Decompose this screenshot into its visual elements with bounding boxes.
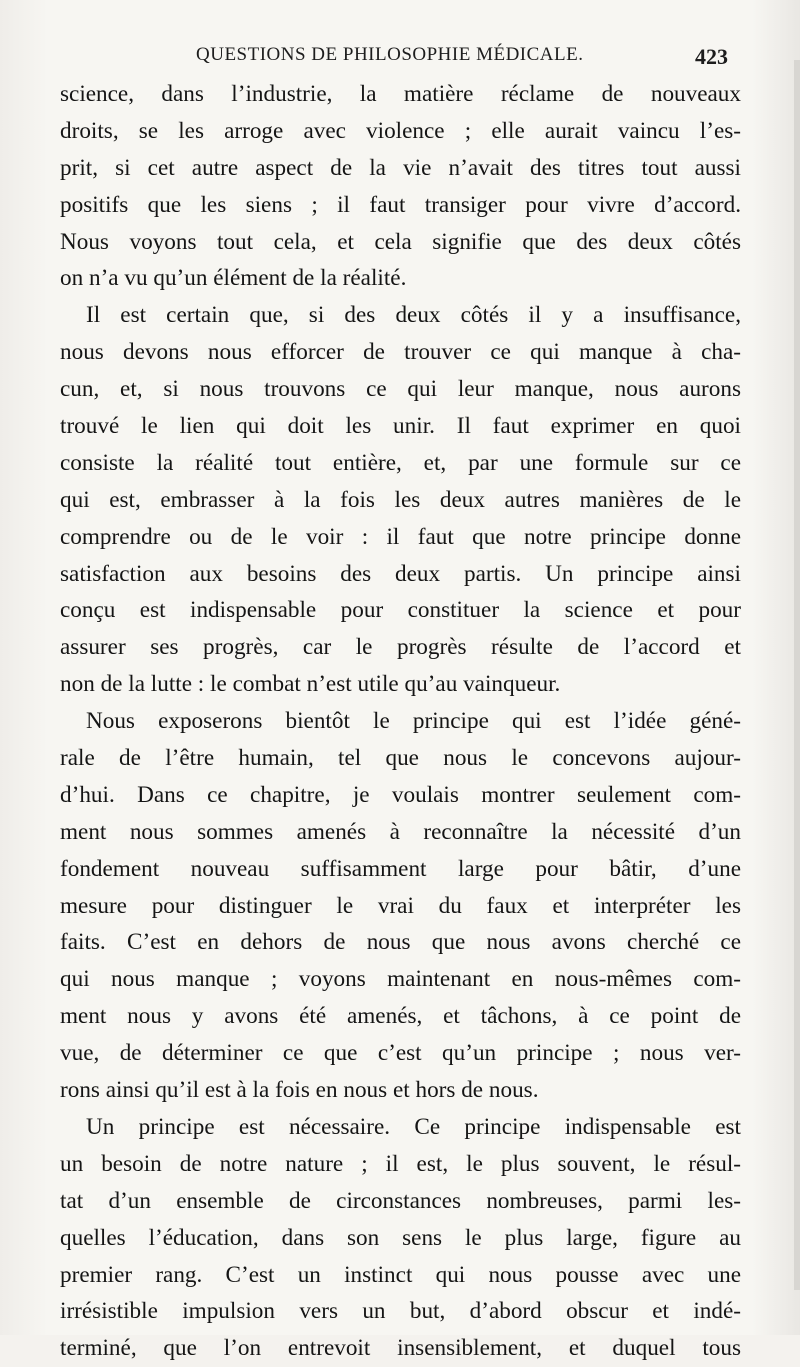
text-line: consiste la réalité tout entière, et, par une formule sur ce	[60, 449, 741, 476]
text-line: Il est certain que, si des deux côtés il y a insuffisance,	[86, 302, 741, 329]
text-line: premier rang. C’est un instinct qui nous pousse avec une	[60, 1261, 741, 1288]
text-line: Nous exposerons bientôt le principe qui est l’idée géné-	[86, 708, 741, 735]
text-line: vue, de déterminer ce que c’est qu’un principe ; nous ver-	[60, 1040, 741, 1067]
text-line: droits, se les arroge avec violence ; elle aurait vaincu l’es-	[60, 117, 741, 144]
text-line: positifs que les siens ; il faut transiger pour vivre d’accord.	[60, 191, 741, 218]
text-line: non de la lutte : le combat n’est utile qu’au vainqueur.	[60, 671, 561, 698]
text-line: Nous voyons tout cela, et cela signifie que des deux côtés	[60, 228, 741, 255]
text-line: comprendre ou de le voir : il faut que notre principe donne	[60, 523, 741, 550]
text-line: Un principe est nécessaire. Ce principe indispensable est	[86, 1113, 741, 1140]
text-line: mesure pour distinguer le vrai du faux et interpréter les	[60, 892, 741, 919]
paragraph-3	[60, 703, 741, 1109]
page-header	[0, 44, 800, 74]
text-line: faits. C’est en dehors de nous que nous avons cherché ce	[60, 929, 741, 956]
paragraph-2	[60, 297, 741, 703]
text-line: trouvé le lien qui doit les unir. Il faut exprimer en quoi	[60, 413, 741, 440]
text-line: cun, et, si nous trouvons ce qui leur manque, nous aurons	[60, 376, 741, 403]
text-line: qui nous manque ; voyons maintenant en nous-mêmes com-	[60, 966, 741, 993]
text-line: satisfaction aux besoins des deux partis. Un principe ainsi	[60, 560, 741, 587]
text-line: nous devons nous efforcer de trouver ce qui manque à cha-	[60, 339, 741, 366]
text-line: science, dans l’industrie, la matière réclame de nouveaux	[60, 81, 741, 107]
paragraph-4	[60, 1109, 741, 1367]
text-line: irrésistible impulsion vers un but, d’abord obscur et indé-	[60, 1298, 741, 1325]
text-line: tat d’un ensemble de circonstances nombreuses, parmi les-	[60, 1187, 741, 1214]
paragraph-1	[60, 76, 741, 297]
text-line: ment nous sommes amenés à reconnaître la nécessité d’un	[60, 818, 741, 845]
text-line: rale de l’être humain, tel que nous le concevons aujour-	[60, 745, 741, 772]
page-number: 423	[695, 44, 728, 69]
text-line: qui est, embrasser à la fois les deux autres manières de le	[60, 486, 741, 513]
text-line: quelles l’éducation, dans son sens le plus large, figure au	[60, 1224, 741, 1251]
text-line: terminé, que l’on entrevoit insensiblement, et duquel tous	[60, 1335, 741, 1362]
body-text	[60, 76, 741, 1367]
text-line: on n’a vu qu’un élément de la réalité.	[60, 265, 407, 292]
text-line: fondement nouveau suffisamment large pour bâtir, d’une	[60, 855, 741, 882]
text-line: d’hui. Dans ce chapitre, je voulais montrer seulement com-	[60, 781, 741, 808]
text-line: rons ainsi qu’il est à la fois en nous et hors de nous.	[60, 1077, 539, 1104]
text-line: un besoin de notre nature ; il est, le plus souvent, le résul-	[60, 1150, 741, 1177]
page-edge-shadow	[794, 60, 800, 1290]
text-line: conçu est indispensable pour constituer la science et pour	[60, 597, 741, 624]
text-line: prit, si cet autre aspect de la vie n’avait des titres tout aussi	[60, 154, 741, 181]
running-head: QUESTIONS DE PHILOSOPHIE MÉDICALE.	[196, 44, 584, 65]
text-line: assurer ses progrès, car le progrès résulte de l’accord et	[60, 634, 741, 661]
text-line: ment nous y avons été amenés, et tâchons, à ce point de	[60, 1003, 741, 1030]
